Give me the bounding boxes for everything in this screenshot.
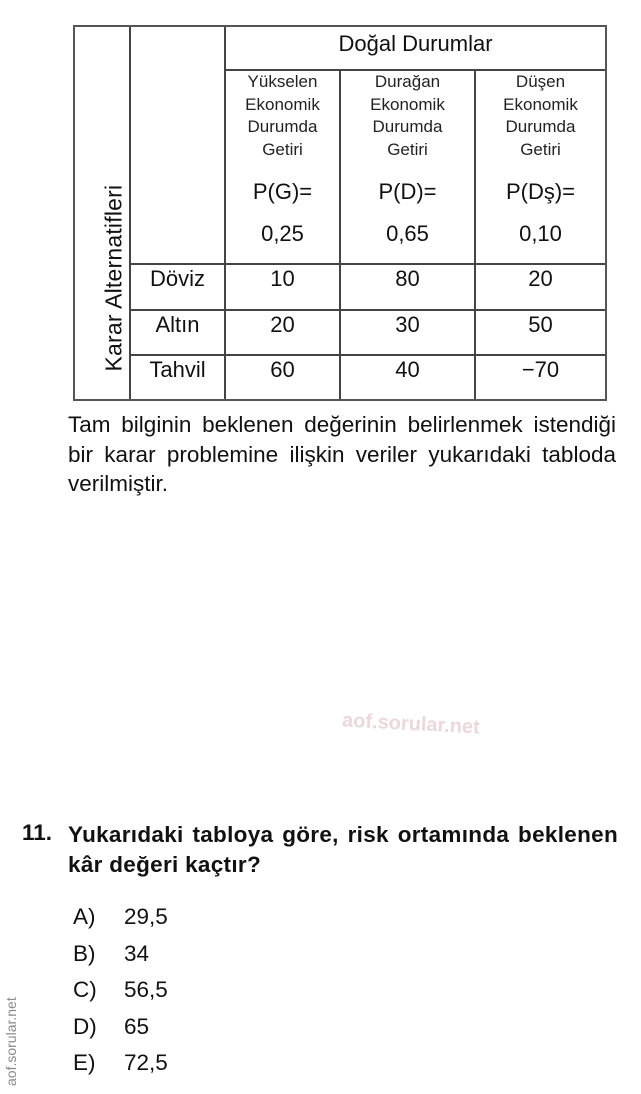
header-line: Yükselen xyxy=(247,72,318,91)
table-cell: 40 xyxy=(395,357,420,382)
row-group-label xyxy=(75,27,129,399)
option-c[interactable] xyxy=(73,972,168,1009)
header-line: Durağan xyxy=(374,72,441,91)
option-a[interactable] xyxy=(73,899,168,936)
row-label-doviz: Döviz xyxy=(149,266,205,291)
probability-value: 0,10 xyxy=(519,221,562,246)
table-cell: 10 xyxy=(270,266,295,291)
table-divider xyxy=(129,27,131,399)
side-watermark: aof.sorular.net xyxy=(3,997,19,1086)
option-letter: C) xyxy=(73,977,97,1003)
table-cell: −70 xyxy=(521,357,560,382)
header-line: Getiri xyxy=(520,139,561,159)
row-group-label-text: Karar Alternatifleri xyxy=(100,184,127,372)
probability-label: P(G)= xyxy=(252,179,313,204)
header-line: Durumda xyxy=(372,117,443,136)
probability-value: 0,25 xyxy=(261,221,304,246)
probability-value: 0,65 xyxy=(386,221,429,246)
header-line: Getiri xyxy=(387,139,428,159)
problem-description: Tam bilginin beklenen değerinin belirlenmek istendiği bir karar problemine ilişkin veriler yukarıdaki tabloda verilmiştir. xyxy=(68,412,616,496)
option-letter: D) xyxy=(73,1013,97,1039)
decision-table xyxy=(73,25,607,401)
table-cell: 50 xyxy=(528,312,553,337)
answer-options xyxy=(73,899,168,1082)
probability-label: P(Dş)= xyxy=(505,179,576,204)
row-label-altin: Altın xyxy=(155,312,200,337)
column-header-falling xyxy=(476,71,605,263)
option-letter: A) xyxy=(73,904,96,930)
probability-label: P(D)= xyxy=(378,179,437,204)
option-b[interactable] xyxy=(73,936,168,973)
header-line: Düşen xyxy=(515,72,566,91)
header-line: Getiri xyxy=(262,139,303,159)
header-line: Durumda xyxy=(505,117,576,136)
column-header-rising xyxy=(226,71,339,263)
option-value: 72,5 xyxy=(124,1050,168,1076)
question-text: Yukarıdaki tabloya göre, risk ortamında beklenen kâr değeri kaçtır? xyxy=(68,822,618,877)
option-value: 56,5 xyxy=(124,977,168,1003)
column-group-title: Doğal Durumlar xyxy=(338,31,493,56)
option-value: 65 xyxy=(124,1013,150,1039)
header-line: Ekonomik xyxy=(370,94,445,114)
table-cell: 60 xyxy=(270,357,295,382)
question-number: 11. xyxy=(22,820,53,845)
watermark: aof.sorular.net xyxy=(341,709,481,739)
option-letter: B) xyxy=(73,940,96,966)
table-cell: 20 xyxy=(270,312,295,337)
header-line: Ekonomik xyxy=(503,94,578,114)
header-line: Durumda xyxy=(247,117,318,136)
option-value: 34 xyxy=(124,940,150,966)
option-value: 29,5 xyxy=(124,904,168,930)
option-letter: E) xyxy=(73,1050,96,1076)
table-cell: 30 xyxy=(395,312,420,337)
column-header-stable xyxy=(341,71,474,263)
table-cell: 20 xyxy=(528,266,553,291)
option-e[interactable] xyxy=(73,1045,168,1082)
row-label-tahvil: Tahvil xyxy=(149,357,206,382)
header-line: Ekonomik xyxy=(245,94,320,114)
option-d[interactable] xyxy=(73,1009,168,1046)
table-cell: 80 xyxy=(395,266,420,291)
